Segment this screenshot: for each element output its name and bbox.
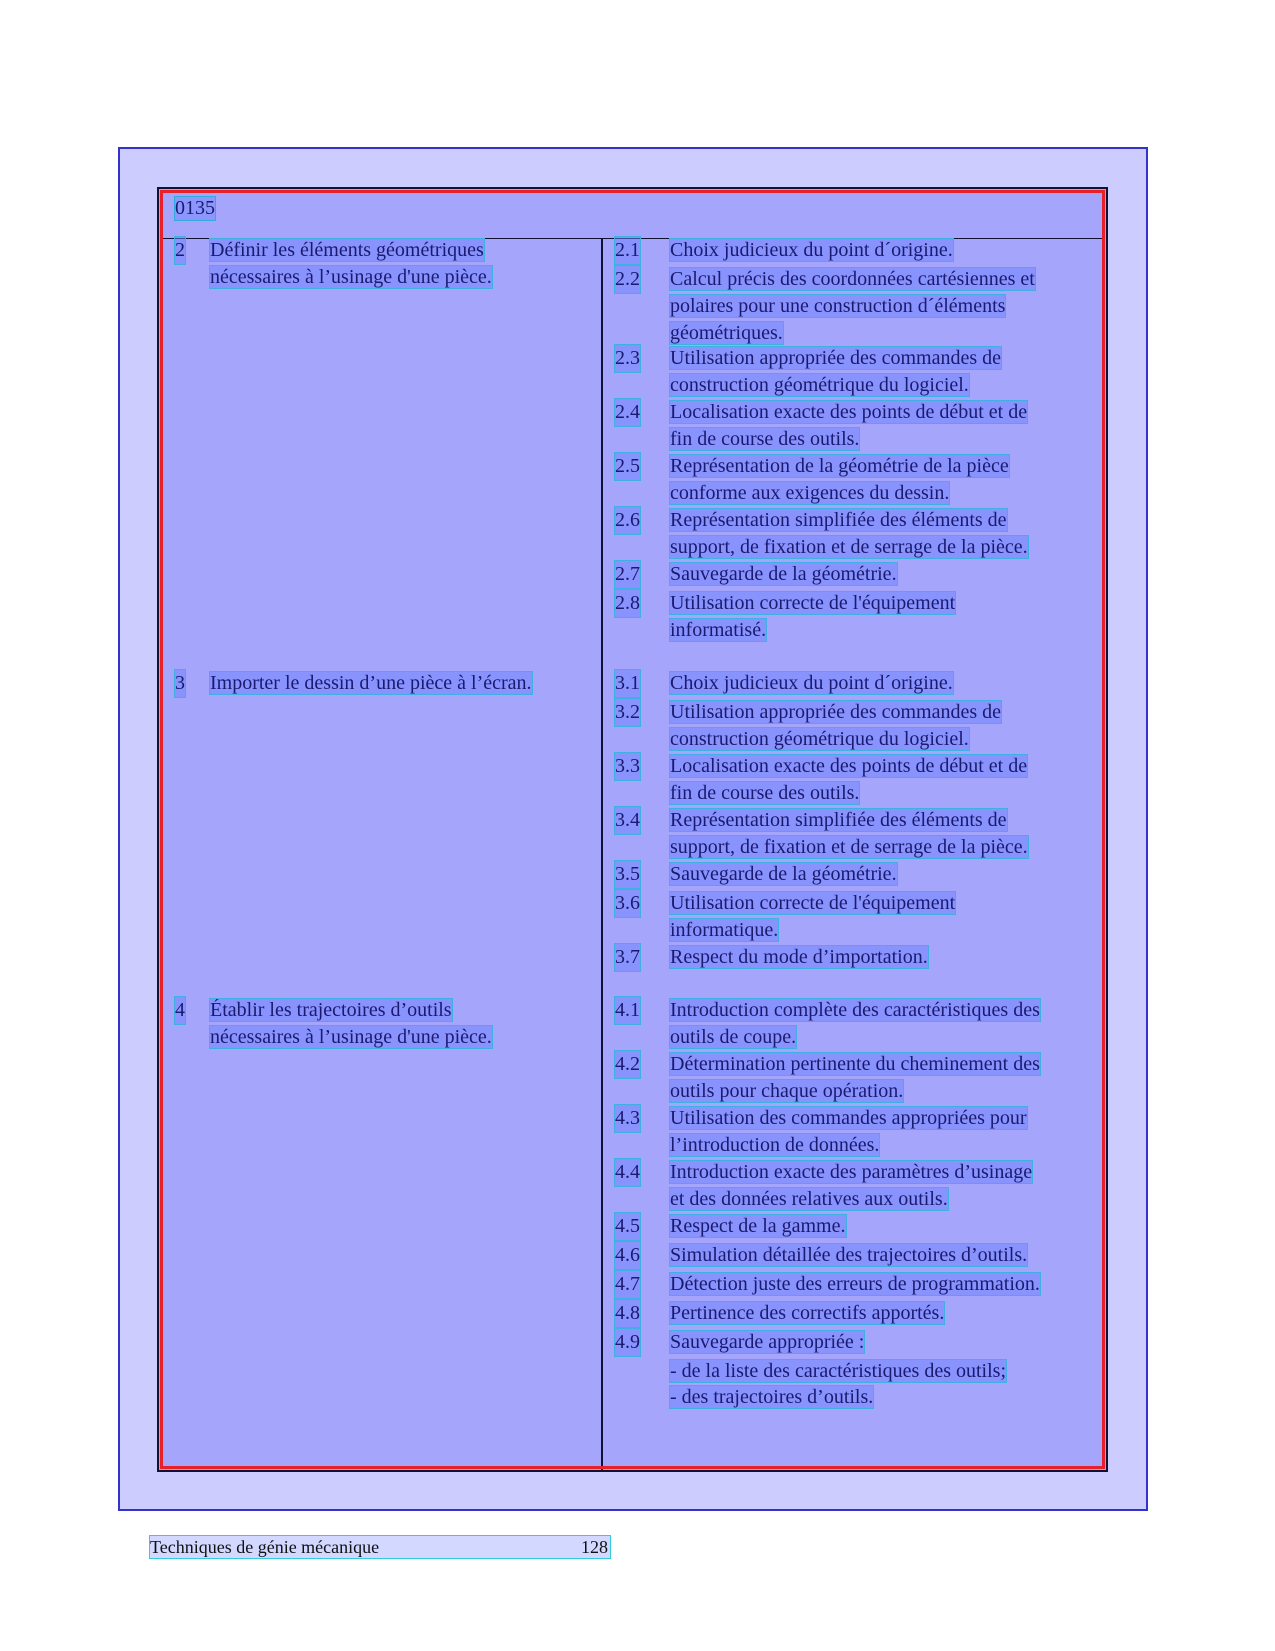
criterion-text-line: construction géométrique du logiciel. (670, 374, 969, 396)
criterion-number: 2.5 (615, 453, 640, 480)
criterion-text-line: Représentation simplifiée des éléments de (670, 509, 1007, 531)
criterion-text-line: Introduction complète des caractéristiques des (670, 999, 1040, 1021)
criterion-number: 4.9 (615, 1329, 640, 1356)
criterion-text-line: l’introduction de données. (670, 1134, 880, 1156)
criterion-text-line: Choix judicieux du point d´origine. (670, 672, 953, 694)
criterion-number: 4.3 (615, 1105, 640, 1132)
criterion-text-line: construction géométrique du logiciel. (670, 728, 969, 750)
criterion-text-line: Simulation détaillée des trajectoires d’outils. (670, 1244, 1028, 1266)
criterion-text-line: Respect de la gamme. (670, 1215, 846, 1237)
element-number: 2 (175, 237, 185, 264)
criterion-number: 2.7 (615, 561, 640, 588)
element-number: 4 (175, 997, 185, 1024)
criterion-number: 3.1 (615, 670, 640, 697)
criterion-text-line: Utilisation correcte de l'équipement (670, 592, 956, 614)
criterion-text-line: et des données relatives aux outils. (670, 1188, 948, 1210)
element-text-line: Importer le dessin d’une pièce à l’écran. (210, 672, 532, 694)
criterion-text-line: support, de fixation et de serrage de la pièce. (670, 836, 1028, 858)
competency-table (157, 187, 1108, 1472)
criterion-number: 2.3 (615, 345, 640, 372)
competency-code: 0135 (175, 197, 215, 219)
criterion-text-line: Pertinence des correctifs apportés. (670, 1302, 945, 1324)
criterion-text-line: polaires pour une construction d´éléments (670, 295, 1006, 317)
criterion-text-line: Utilisation appropriée des commandes de (670, 701, 1002, 723)
criterion-text-line: Utilisation des commandes appropriées pour (670, 1107, 1027, 1129)
criterion-text-line: Représentation simplifiée des éléments de (670, 809, 1007, 831)
criterion-text-line: Représentation de la géométrie de la pièce (670, 455, 1009, 477)
criterion-number: 4.4 (615, 1159, 640, 1186)
element-text-line: nécessaires à l’usinage d'une pièce. (210, 266, 492, 288)
criterion-number: 4.2 (615, 1051, 640, 1078)
criterion-number: 3.4 (615, 807, 640, 834)
criterion-text-line: Détermination pertinente du cheminement des (670, 1053, 1040, 1075)
criterion-number: 3.2 (615, 699, 640, 726)
criterion-number: 4.8 (615, 1300, 640, 1327)
criterion-text-line: Calcul précis des coordonnées cartésiennes et (670, 268, 1035, 290)
criterion-text-line: Sauvegarde appropriée : (670, 1331, 865, 1353)
criterion-text-line: Utilisation correcte de l'équipement (670, 892, 956, 914)
criterion-text-line: Utilisation appropriée des commandes de (670, 347, 1002, 369)
criterion-number: 3.5 (615, 861, 640, 888)
criterion-number: 2.2 (615, 266, 640, 293)
criterion-number: 3.3 (615, 753, 640, 780)
criterion-text-line: Sauvegarde de la géométrie. (670, 563, 897, 585)
criterion-number: 3.6 (615, 890, 640, 917)
element-text-line: Établir les trajectoires d’outils (210, 999, 452, 1021)
criterion-number: 2.6 (615, 507, 640, 534)
criterion-text-line: conforme aux exigences du dessin. (670, 482, 950, 504)
element-number: 3 (175, 670, 185, 697)
criterion-text-line: support, de fixation et de serrage de la pièce. (670, 536, 1028, 558)
sub-item (670, 1358, 1100, 1385)
criterion-number: 4.6 (615, 1242, 640, 1269)
page-footer (150, 1536, 610, 1558)
criterion-number: 3.7 (615, 944, 640, 971)
criterion-number: 2.1 (615, 237, 640, 264)
criterion-text-line: fin de course des outils. (670, 782, 860, 804)
criterion-text-line: Localisation exacte des points de début et de (670, 755, 1028, 777)
column-divider (601, 238, 603, 1470)
element-text-line: Définir les éléments géométriques (210, 239, 484, 261)
criterion-number: 2.8 (615, 590, 640, 617)
criterion-number: 4.7 (615, 1271, 640, 1298)
element-text-line: nécessaires à l’usinage d'une pièce. (210, 1026, 492, 1048)
criterion-number: 4.1 (615, 997, 640, 1024)
criterion-number: 4.5 (615, 1213, 640, 1240)
sub-item-text: - de la liste des caractéristiques des outils; (670, 1360, 1007, 1382)
table-header-row (161, 191, 1104, 239)
criterion-text-line: Introduction exacte des paramètres d’usinage (670, 1161, 1033, 1183)
criterion-text-line: géométriques. (670, 322, 783, 344)
criterion-text-line: Respect du mode d’importation. (670, 946, 928, 968)
sub-item (670, 1384, 1100, 1411)
criterion-text-line: Sauvegarde de la géométrie. (670, 863, 897, 885)
criterion-number: 2.4 (615, 399, 640, 426)
criterion-text-line: Choix judicieux du point d´origine. (670, 239, 953, 261)
criterion-text-line: Détection juste des erreurs de programmation. (670, 1273, 1040, 1295)
sub-item-text: - des trajectoires d’outils. (670, 1386, 874, 1408)
criterion-text-line: informatisé. (670, 619, 767, 641)
criterion-text-line: outils de coupe. (670, 1026, 797, 1048)
criterion-text-line: informatique. (670, 919, 779, 941)
criterion-text-line: Localisation exacte des points de début et de (670, 401, 1028, 423)
footer-title: Techniques de génie mécanique (150, 1537, 380, 1557)
criterion-text-line: outils pour chaque opération. (670, 1080, 904, 1102)
page-number: 128 (581, 1537, 608, 1557)
criterion-text-line: fin de course des outils. (670, 428, 860, 450)
